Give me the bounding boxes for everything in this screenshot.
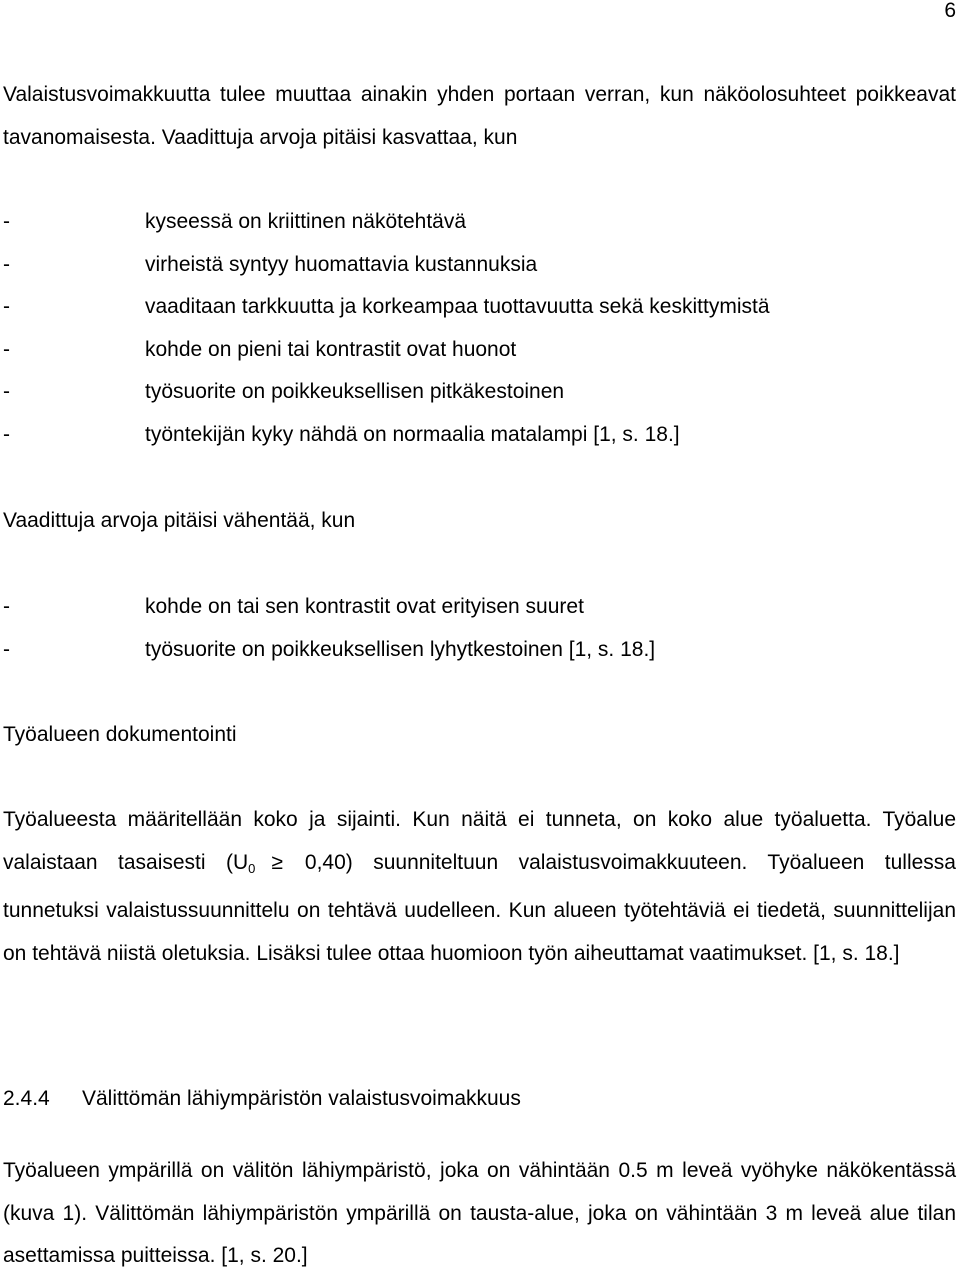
list-item [3,371,956,414]
bullet-dash: - [3,210,10,233]
list-item-text: vaaditaan tarkkuutta ja korkeampaa tuottavuutta sekä keskittymistä [145,295,770,318]
bullet-dash: - [3,295,10,318]
decrease-intro: Vaadittuja arvoja pitäisi vähentää, kun [3,509,356,532]
surroundings-paragraph: Työalueen ympärillä on välitön lähiympäristö, joka on vähintään 0.5 m leveä vyöhyke näkökentässä (kuva 1). Välittömän lähiympäristön ympärillä on tausta-alue, joka on vähintään 3 m leveä alue tilan asettamissa puitteissa. [1, s. 20.] [3,1159,956,1267]
intro-paragraph: Valaistusvoimakkuutta tulee muuttaa ainakin yhden portaan verran, kun näköolosuhteet poikkeavat tavanomaisesta. Vaadittuja arvoja pitäisi kasvattaa, kun [3,83,956,149]
list-item-text: työntekijän kyky nähdä on normaalia matalampi [1, s. 18.] [145,422,680,446]
list-item-text: kohde on tai sen kontrastit ovat erityisen suuret [145,595,584,618]
bullet-dash: - [3,637,10,661]
decrease-list [3,586,956,671]
list-item-text: kohde on pieni tai kontrastit ovat huonot [145,337,517,361]
section-heading: Työalueen dokumentointi [3,723,237,746]
subsection-title: Välittömän lähiympäristön valaistusvoimakkuus [82,1087,521,1110]
list-item [3,286,956,329]
subscript-zero: 0 [248,860,256,876]
list-item [3,244,956,287]
subsection-number: 2.4.4 [3,1087,50,1110]
list-item-text: kyseessä on kriittinen näkötehtävä [145,210,467,233]
list-item-text: työsuorite on poikkeuksellisen lyhytkestoinen [1, s. 18.] [145,637,656,661]
greater-equal-symbol: ≥ [271,850,283,874]
list-item-text: työsuorite on poikkeuksellisen pitkäkestoinen [145,380,565,403]
paragraph-text: Työalueesta määritellään koko ja sijainti. Kun näitä ei tunneta, on koko alue työaluetta. Työalue valaistaan tasaisesti (U [3,808,956,874]
list-item [3,629,956,672]
increase-list [3,201,956,456]
list-item [3,329,956,372]
page-number: 6 [944,0,956,22]
subsection-heading [3,1078,956,1121]
documentation-paragraph [3,799,956,975]
list-item-text: virheistä syntyy huomattavia kustannuksia [145,252,538,276]
bullet-dash: - [3,337,10,361]
bullet-dash: - [3,422,10,446]
list-item [3,201,956,244]
bullet-dash: - [3,380,10,403]
bullet-dash: - [3,595,10,618]
list-item [3,414,956,457]
paragraph-text: 0,40) suunniteltuun valaistusvoimakkuuteen. Työalueen tullessa tunnetuksi valaistussuunnittelu on tehtävä uudelleen. Kun alueen työtehtäviä ei tiedetä, suunnittelijan on tehtävä niistä oletuksia. Lisäksi tulee ottaa huomioon työn aiheuttamat vaatimukset. [1, s. 18.] [3,850,956,965]
bullet-dash: - [3,252,10,276]
list-item [3,586,956,629]
